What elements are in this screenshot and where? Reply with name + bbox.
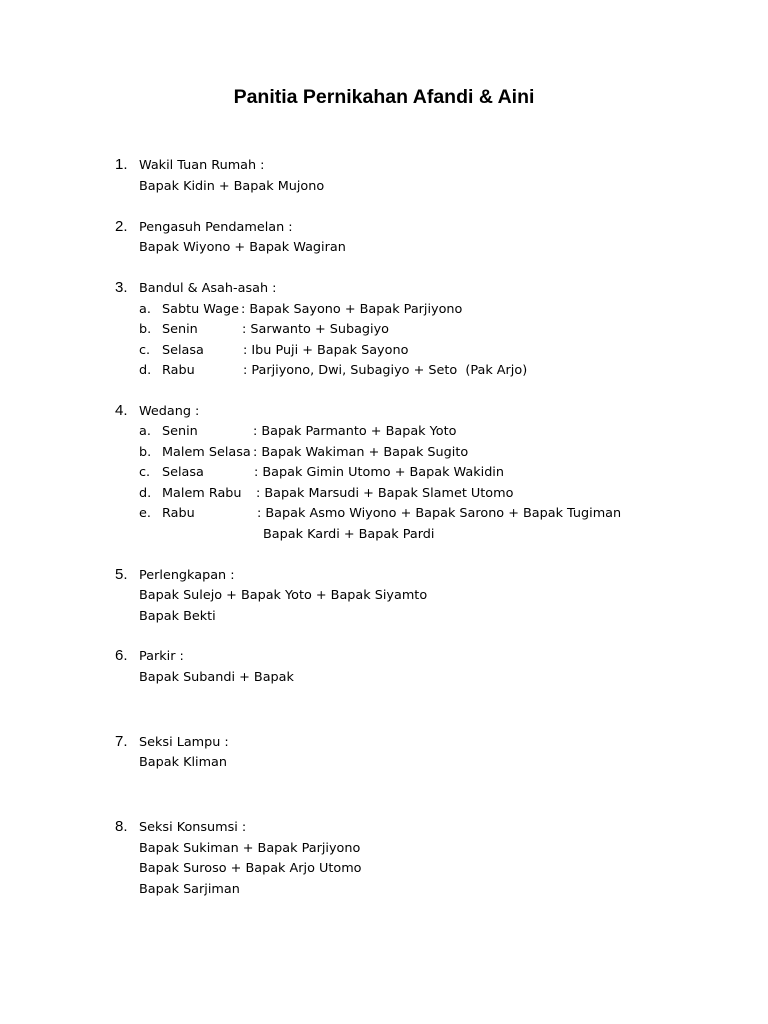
section-4-continuation: Bapak Kardi + Bapak Pardi xyxy=(263,527,435,542)
section-5-heading: Perlengkapan : xyxy=(139,568,235,583)
section-7-heading: Seksi Lampu : xyxy=(139,735,229,750)
section-2-heading: Pengasuh Pendamelan : xyxy=(139,220,293,235)
section-5-line-1: Bapak Sulejo + Bapak Yoto + Bapak Siyamto xyxy=(139,588,428,603)
section-6-number: 6. xyxy=(115,647,128,664)
section-3-item-b-letter: b. xyxy=(139,322,152,337)
section-5-number: 5. xyxy=(115,566,128,583)
section-8-line-1: Bapak Sukiman + Bapak Parjiyono xyxy=(139,841,361,856)
section-4-item-e-value: : Bapak Asmo Wiyono + Bapak Sarono + Bapak Tugiman xyxy=(257,506,622,521)
section-1-number: 1. xyxy=(115,156,128,173)
section-4-item-e-letter: e. xyxy=(139,506,151,521)
section-4-heading: Wedang : xyxy=(139,404,200,419)
section-7-line-1: Bapak Kliman xyxy=(139,755,227,770)
section-4-item-a-day: Senin xyxy=(162,424,198,439)
section-8-heading: Seksi Konsumsi : xyxy=(139,820,247,835)
section-4-item-a-value: : Bapak Parmanto + Bapak Yoto xyxy=(253,424,457,439)
section-3-item-b-day: Senin xyxy=(162,322,198,337)
section-4-item-e-day: Rabu xyxy=(162,506,195,521)
section-4-item-c-value: : Bapak Gimin Utomo + Bapak Wakidin xyxy=(254,465,504,480)
section-8-number: 8. xyxy=(115,818,128,835)
section-3-item-d-letter: d. xyxy=(139,363,152,378)
section-5-line-2: Bapak Bekti xyxy=(139,609,216,624)
section-3-item-d-value: : Parjiyono, Dwi, Subagiyo + Seto (Pak Arjo) xyxy=(243,363,528,378)
section-4-item-a-letter: a. xyxy=(139,424,151,439)
section-3-item-c-value: : Ibu Puji + Bapak Sayono xyxy=(243,343,409,358)
section-4-item-d-day: Malem Rabu xyxy=(162,486,242,501)
section-7-number: 7. xyxy=(115,733,128,750)
section-3-item-d-day: Rabu xyxy=(162,363,195,378)
section-2-number: 2. xyxy=(115,218,128,235)
section-4-item-b-value: : Bapak Wakiman + Bapak Sugito xyxy=(253,445,469,460)
section-2-line-1: Bapak Wiyono + Bapak Wagiran xyxy=(139,240,346,255)
section-4-item-b-day: Malem Selasa xyxy=(162,445,251,460)
section-4-item-d-value: : Bapak Marsudi + Bapak Slamet Utomo xyxy=(256,486,514,501)
section-3-item-a-value: : Bapak Sayono + Bapak Parjiyono xyxy=(241,302,463,317)
section-3-item-c-letter: c. xyxy=(139,343,151,358)
section-4-item-b-letter: b. xyxy=(139,445,152,460)
section-1-heading: Wakil Tuan Rumah : xyxy=(139,158,265,173)
section-4-number: 4. xyxy=(115,402,128,419)
section-3-number: 3. xyxy=(115,279,128,296)
section-3-heading: Bandul & Asah-asah : xyxy=(139,281,277,296)
section-8-line-3: Bapak Sarjiman xyxy=(139,882,240,897)
section-4-item-d-letter: d. xyxy=(139,486,152,501)
section-3-item-a-letter: a. xyxy=(139,302,151,317)
section-8-line-2: Bapak Suroso + Bapak Arjo Utomo xyxy=(139,861,362,876)
section-3-item-b-value: : Sarwanto + Subagiyo xyxy=(242,322,390,337)
section-4-item-c-day: Selasa xyxy=(162,465,204,480)
section-3-item-a-day: Sabtu Wage xyxy=(162,302,239,317)
section-3-item-c-day: Selasa xyxy=(162,343,204,358)
document-title: Panitia Pernikahan Afandi & Aini xyxy=(233,86,535,108)
section-6-line-1: Bapak Subandi + Bapak xyxy=(139,670,294,685)
section-4-item-c-letter: c. xyxy=(139,465,151,480)
section-1-line-1: Bapak Kidin + Bapak Mujono xyxy=(139,179,325,194)
section-6-heading: Parkir : xyxy=(139,649,184,664)
